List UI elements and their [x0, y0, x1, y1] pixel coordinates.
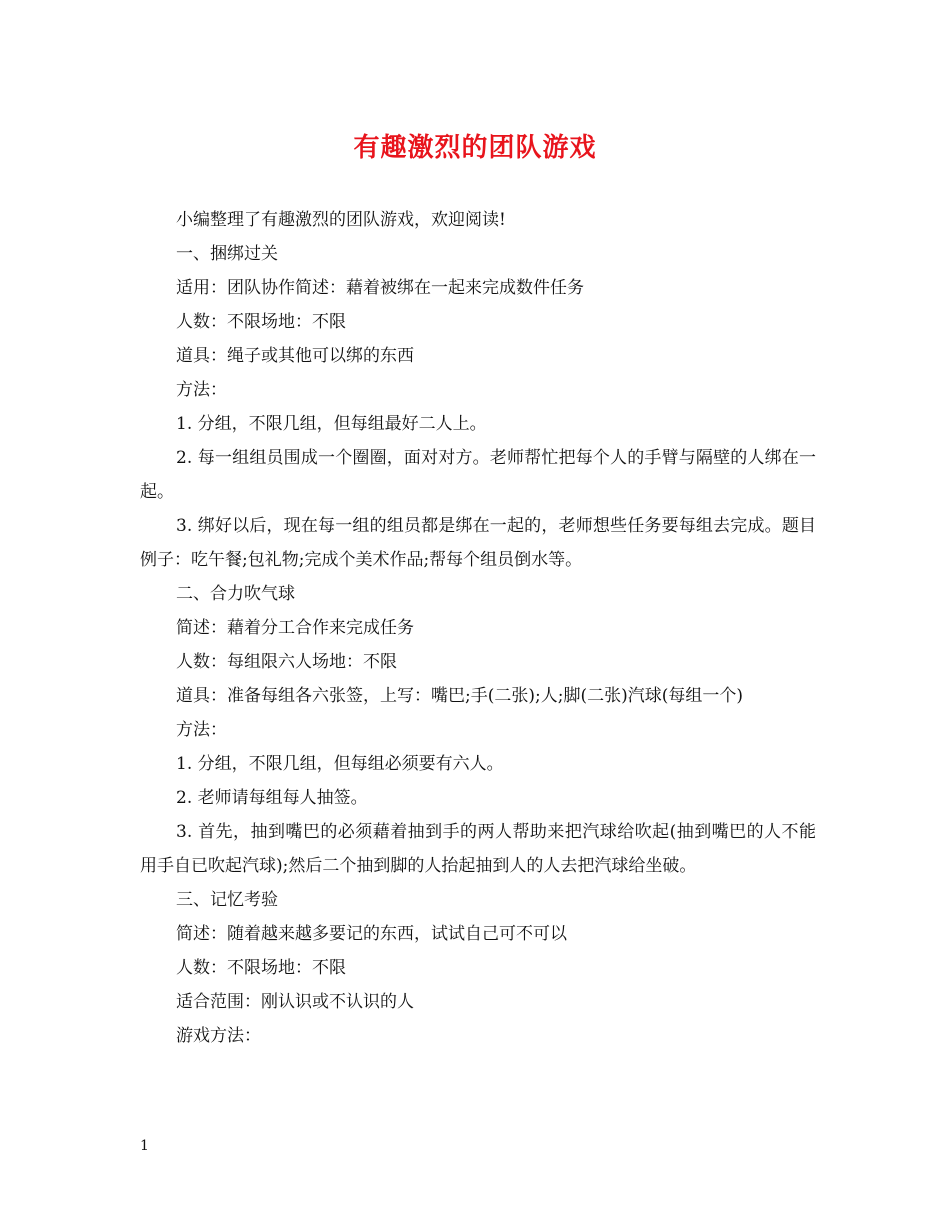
- list-item: 1. 分组，不限几组，但每组必须要有六人。: [176, 754, 504, 774]
- paragraph: 适用：团队协作简述：藉着被绑在一起来完成数件任务: [176, 278, 584, 298]
- paragraph: 人数：每组限六人场地：不限: [176, 652, 397, 672]
- list-item: 3. 首先，抽到嘴巴的必须藉着抽到手的两人帮助来把汽球给吹起(抽到嘴巴的人不能用手自已吹起汽球);然后二个抽到脚的人抬起抽到人的人去把汽球给坐破。: [140, 822, 816, 876]
- paragraph: 简述：藉着分工合作来完成任务: [176, 618, 414, 638]
- paragraph: 道具：准备每组各六张签，上写：嘴巴;手(二张);人;脚(二张)汽球(每组一个): [176, 686, 743, 706]
- paragraph-intro: 小编整理了有趣激烈的团队游戏，欢迎阅读!: [176, 210, 506, 230]
- document-body: [140, 203, 816, 1053]
- paragraph: 简述：随着越来越多要记的东西，试试自己可不可以: [176, 924, 567, 944]
- page-number: 1: [140, 1138, 149, 1154]
- section-heading-1: 一、捆绑过关: [176, 244, 278, 264]
- section-heading-3: 三、记忆考验: [176, 890, 278, 910]
- list-item: 2. 每一组组员围成一个圈圈，面对对方。老师帮忙把每个人的手臂与隔壁的人绑在一起。: [140, 448, 816, 502]
- section-heading-2: 二、合力吹气球: [176, 584, 295, 604]
- list-item: 1. 分组，不限几组，但每组最好二人上。: [176, 414, 487, 434]
- paragraph: 适合范围：刚认识或不认识的人: [176, 992, 414, 1012]
- list-item: 3. 绑好以后，现在每一组的组员都是绑在一起的，老师想些任务要每组去完成。题目例子：吃午餐;包礼物;完成个美术作品;帮每个组员倒水等。: [140, 516, 816, 570]
- paragraph: 游戏方法：: [176, 1026, 261, 1046]
- list-item: 2. 老师请每组每人抽签。: [176, 788, 368, 808]
- paragraph: 道具：绳子或其他可以绑的东西: [176, 346, 414, 366]
- paragraph: 人数：不限场地：不限: [176, 958, 346, 978]
- document-title: 有趣激烈的团队游戏: [353, 133, 597, 163]
- paragraph: 方法：: [176, 720, 227, 740]
- paragraph: 人数：不限场地：不限: [176, 312, 346, 332]
- paragraph: 方法：: [176, 380, 227, 400]
